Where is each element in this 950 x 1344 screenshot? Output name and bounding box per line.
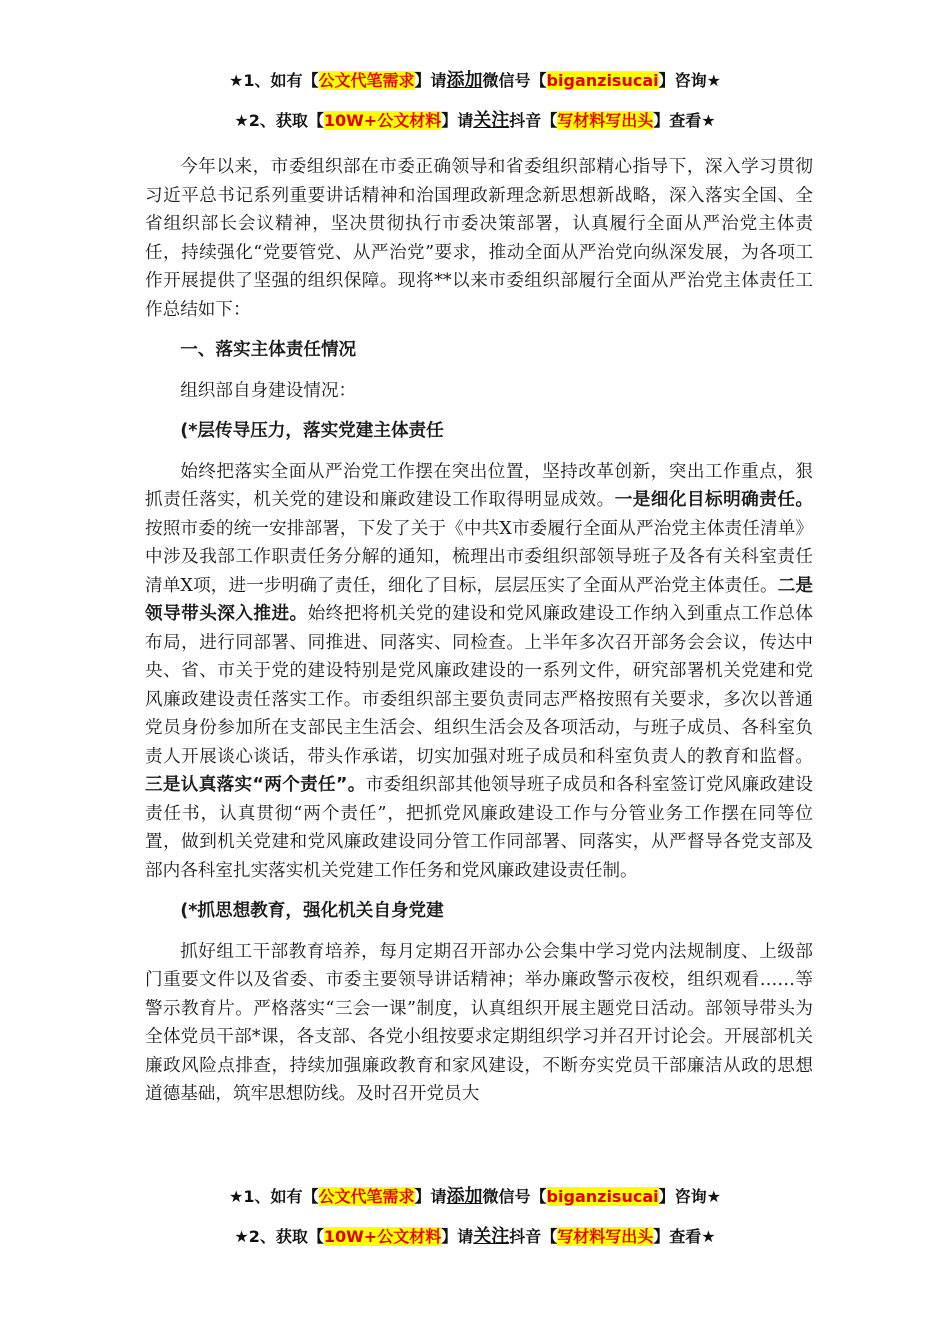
ad-highlight: 写材料写出头: [557, 111, 654, 130]
ad-highlight: 写材料写出头: [557, 1227, 654, 1246]
ad-highlight: biganzisucai: [546, 71, 659, 90]
subsection-title: (*层传导压力，落实党建主体责任: [180, 421, 444, 441]
ad-text: ★1、如有【: [229, 1187, 319, 1206]
intro-paragraph: 今年以来，市委组织部在市委正确领导和省委组织部精心指导下，深入学习贯彻习近平总书记系列重要讲话精神和治国理政新理念新思想新战略，深入落实全国、全省组织部长会议精神，坚决贯彻执行市委决策部署，认真履行全面从严治党主体责任，持续强化“党要管党、从严治党”要求，推动全面从严治党向纵深发展，为各项工作开展提供了坚强的组织保障。现将**以来市委组织部履行全面从严治党主体责任工作总结如下：: [145, 157, 813, 320]
ad-text: 】请: [441, 111, 474, 130]
ad-underlined: 添加: [446, 1186, 483, 1207]
ad-line-2-top: [0, 110, 950, 132]
ad-underlined: 关注: [473, 1226, 510, 1247]
paragraph: [145, 458, 813, 886]
ad-text: 抖音【: [509, 111, 558, 130]
ad-text: ★2、获取【: [234, 111, 324, 130]
ad-underlined: 关注: [473, 110, 510, 131]
ad-text: ★1、如有【: [229, 71, 319, 90]
paragraph-text: 始终把落实全面从严治党工作摆在突出位置，坚持改革创新，突出工作重点，狠抓责任落实，机关党的建设和廉政建设工作取得明显成效。: [145, 461, 813, 510]
ad-text: ★2、获取【: [234, 1227, 324, 1246]
ad-highlight: 公文代笔需求: [318, 71, 415, 90]
ad-text: 微信号【: [482, 1187, 547, 1206]
ad-line-1-bottom: [0, 1186, 950, 1208]
section-title: 一、落实主体责任情况: [180, 340, 357, 360]
paragraph: 抓好组工干部教育培养，每月定期召开部办公会集中学习党内法规制度、上级部门重要文件以及省委、市委主要领导讲话精神；举办廉政警示夜校，组织观看……等警示教育片。严格落实“三会一课”制度，认真组织开展主题党日活动。部领导带头为全体党员干部*课，各支部、各党小组按要求定期组织学习并召开讨论会。开展部机关廉政风险点排查，持续加强廉政教育和家风建设，不断夯实党员干部廉洁从政的思想道德基础，筑牢思想防线。及时召开党员大: [145, 941, 813, 1104]
ad-text: 】咨询★: [658, 1187, 721, 1206]
subsection-title: (*抓思想教育，强化机关自身党建: [180, 901, 444, 921]
ad-highlight: 公文代笔需求: [318, 1187, 415, 1206]
document-body: [145, 153, 813, 1109]
bold-lead: 二是领导带头深入推进。: [145, 575, 813, 624]
subsection-intro: 组织部自身建设情况：: [180, 380, 357, 401]
ad-line-1-top: [0, 70, 950, 92]
ad-highlight: 10W+公文材料: [323, 111, 442, 130]
ad-underlined: 添加: [446, 70, 483, 91]
ad-text: 】查看★: [653, 1227, 716, 1246]
ad-text: 】咨询★: [658, 71, 721, 90]
ad-text: 】请: [414, 71, 447, 90]
ad-highlight: 10W+公文材料: [323, 1227, 442, 1246]
ad-text: 】查看★: [653, 111, 716, 130]
ad-highlight: biganzisucai: [546, 1187, 659, 1206]
ad-text: 抖音【: [509, 1227, 558, 1246]
ad-line-2-bottom: [0, 1226, 950, 1248]
bold-lead: 三是认真落实“两个责任”。: [145, 775, 366, 795]
paragraph-text: 按照市委的统一安排部署，下发了关于《中共X市委履行全面从严治党主体责任清单》中涉及我部工作职责任务分解的通知，梳理出市委组织部领导班子及各有关科室责任清单X项，进一步明确了责任，细化了目标，层层压实了全面从严治党主体责任。: [145, 518, 813, 596]
paragraph-text: 市委组织部其他领导班子成员和各科室签订党风廉政建设责任书，认真贯彻“两个责任”，把抓党风廉政建设工作与分管业务工作摆在同等位置，做到机关党建和党风廉政建设同分管工作同部署、同落实，从严督导各党支部及部内各科室扎实落实机关党建工作任务和党风廉政建设责任制。: [145, 775, 813, 881]
bold-lead: 一是细化目标明确责任。: [614, 490, 813, 510]
ad-text: 】请: [414, 1187, 447, 1206]
ad-text: 微信号【: [482, 71, 547, 90]
paragraph-text: 始终把将机关党的建设和党风廉政建设工作纳入到重点工作总体布局，进行同部署、同推进、同落实、同检查。上半年多次召开部务会会议，传达中央、省、市关于党的建设特别是党风廉政建设的一系列文件，研究部署机关党建和党风廉政建设责任落实工作。市委组织部主要负责同志严格按照有关要求，多次以普通党员身份参加所在支部民主生活会、组织生活会及各项活动，与班子成员、各科室负责人开展谈心谈话，带头作承诺，切实加强对班子成员和科室负责人的教育和监督。: [145, 604, 813, 767]
ad-text: 】请: [441, 1227, 474, 1246]
